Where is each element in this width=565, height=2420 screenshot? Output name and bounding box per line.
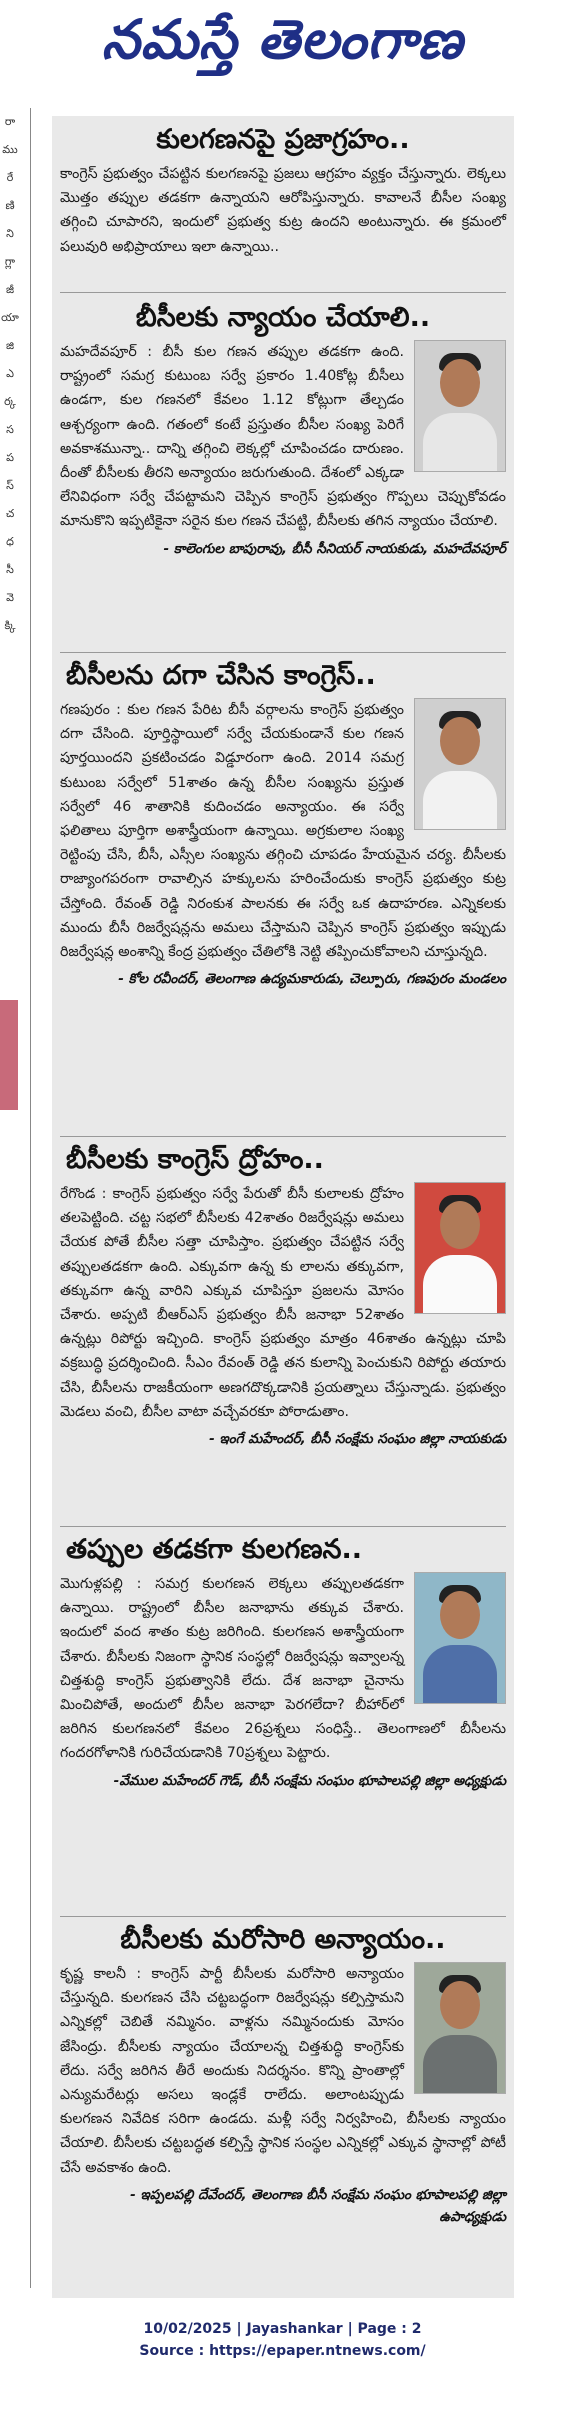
article-1 [60,300,506,560]
masthead [0,0,565,108]
edge-glyph: గ్లా [4,255,16,268]
footer-source: Source : https://epaper.ntnews.com/ [139,2343,426,2359]
article-5 [60,1922,506,2228]
article-3-body: రేగొండ : కాంగ్రెస్ ప్రభుత్వం సర్వే పేరుతో బీసీ కులాలకు ద్రోహం తలపెట్టింది. చట్ట సభలో బీసీలకు 42శాతం రిజర్వేషన్లు అమలు చేయక పోతే బీసీల సత్తా చూపిస్తాం. ప్రభుత్వం చేపట్టిన సర్వే తప్పులతడకగా ఉంది. ఎక్కువగా ఉన్న కు లాలను తక్కువగా, తక్కువగా ఉన్న వారిని ఎక్కువ చూపిస్తూ ప్రజలను మోసం చేశారు. అప్పటి బీఆర్ఎస్ ప్రభుత్వం బీసీ జనాభా 52శాతం ఉన్నట్లు రిపోర్టు ఇచ్చింది. కాంగ్రెస్ ప్రభుత్వం మాత్రం 46శాతం ఉన్నట్లు చూపి వక్రబుద్ధి ప్రదర్శించింది. సీఎం రేవంత్ రెడ్డి తన కులాన్ని పెంచుకుని రిపోర్టు తయారు చేసి, బీసీలను రాజకీయంగా అణగదొక్కడానికి ప్రయత్నాలు చేస్తున్నాడు. ప్రభుత్వం మెడలు వంచి, బీసీల వాటా వచ్చేవరకూ పోరాడుతాం. [60,1186,506,1420]
edge-glyph: రా [4,115,16,128]
edge-glyph: స [6,423,14,436]
edge-glyph: క్కి [4,619,16,632]
edge-glyph: వె [6,591,14,604]
newspaper-title: నమస్తే తెలంగాణ [101,8,464,71]
article-4-photo [414,1572,506,1704]
article-5-photo [414,1962,506,2094]
article-4-headline: తప్పుల తడకగా కులగణన.. [66,1534,362,1565]
intro-body: కాంగ్రెస్ ప్రభుత్వం చేపట్టిన కులగణనపై ప్రజలు ఆగ్రహం వ్యక్తం చేస్తున్నారు. లెక్కలు మొత్తం తప్పుల తడకగా ఉన్నాయని ఆరోపిస్తున్నారు. కావాలనే బీసీల సంఖ్య తగ్గించి చూపారని, ఇందులో ప్రభుత్వ కుట్ర ఉందని అంటున్నారు. ఈ క్రమంలో పలువురి అభిప్రాయాలు ఇలా ఉన్నాయి.. [60,166,506,255]
article-2-photo [414,698,506,830]
divider [60,1526,506,1527]
edge-glyph: సీ [6,563,14,576]
article-2-byline: - కోల రవీందర్, తెలంగాణ ఉద్యమకారుడు, చెల్పూరు, గణపురం మండలం [118,971,506,988]
divider [60,1136,506,1137]
article-4-byline: -వేముల మహేందర్ గౌడ్, బీసీ సంక్షేమ సంఘం భూపాలపల్లి జిల్లా అధ్యక్షుడు [113,1772,506,1789]
article-3-headline: బీసీలకు కాంగ్రెస్ ద్రోహం.. [66,1144,324,1175]
article-3 [60,1142,506,1450]
column-divider [30,108,31,2288]
edge-glyph: ధ [6,535,14,548]
article-1-byline: - కాలెంగుల బాపురావు, బీసీ సీనియర్ నాయకుడు, మహదేవపూర్ [163,540,506,557]
article-5-body: కృష్ణ కాలనీ : కాంగ్రెస్ పార్టీ బీసీలకు మరోసారి అన్యాయం చేస్తున్నది. కులగణన చేసి చట్టబద్ధంగా రిజర్వేషన్లు కల్పిస్తామని ఎన్నికల్లో చెబితే నమ్మినం. వాళ్లను నమ్మినందుకు మోసం జేసింద్రు. బీసీలకు న్యాయం చేయాలన్న చిత్తశుద్ధి కాంగ్రెస్‌కు లేదు. సర్వే జరిగిన తీరే అందుకు నిదర్శనం. కొన్ని ప్రాంతాల్లో ఎన్యుమరేటర్లు అసలు ఇండ్లకే రాలేదు. అలాంటప్పుడు కులగణన నివేదిక సరిగా ఉండదు. మళ్లీ సర్వే నిర్వహించి, బీసీలకు న్యాయం చేయాలి. బీసీలకు చట్టబద్ధత కల్పిస్తే స్థానిక సంస్థల ఎన్నికల్లో ఎక్కువ స్థానాల్లో పోటీ చేసే అవకాశం ఉంది. [60,1966,506,2176]
intro-article [60,122,506,259]
edge-glyph: ణి [5,199,15,212]
divider [60,292,506,293]
edge-glyph: ని [6,227,14,240]
edge-glyph: జి [5,339,15,352]
article-2-headline: బీసీలను దగా చేసిన కాంగ్రెస్.. [66,660,376,691]
intro-headline: కులగణనపై ప్రజాగ్రహం.. [156,124,410,155]
article-3-byline: - ఇంగే మహేందర్, బీసీ సంక్షేమ సంఘం జిల్లా నాయకుడు [209,1431,506,1448]
edge-glyph: చ [5,507,15,520]
edge-glyph: ర్క [4,395,16,408]
article-5-byline: - ఇప్పలపల్లి దేవేందర్, తెలంగాణ బీసీ సంక్షేమ సంఘం భూపాలపల్లి జిల్లా ఉపాధ్యక్షుడు [130,2186,506,2225]
edge-glyph: స్ [6,479,14,492]
article-1-headline: బీసీలకు న్యాయం చేయాలి.. [135,302,431,333]
divider [60,1916,506,1917]
edge-glyph: రే [6,171,14,184]
edge-glyph: ఎ [6,367,14,380]
edge-glyph: యా [1,311,19,324]
footer-dateline: 10/02/2025 | Jayashankar | Page : 2 [143,2321,422,2337]
edge-glyph: జీ [5,283,15,296]
page-footer [0,2318,565,2362]
divider [60,652,506,653]
edge-glyph: ప [6,451,14,464]
article-1-photo [414,340,506,472]
article-panel [52,116,514,2298]
article-4-body: మొగుళ్లపల్లి : సమగ్ర కులగణన లెక్కలు తప్పులతడకగా ఉన్నాయి. రాష్ట్రంలో బీసీల జనాభాను తక్కువ చేశారు. ఇందులో వంద శాతం కుట్ర జరిగింది. కులగణన అశాస్త్రీయంగా చేశారు. బీసీలకు నిజంగా స్థానిక సంస్థల్లో రిజర్వేషన్లు ఇవ్వాలన్న చిత్తశుద్ధి కాంగ్రెస్ ప్రభుత్వానికి లేదు. దేశ జనాభా చైనాను మించిపోతే, అందులో బీసీల జనాభా పెరగలేదా? బీహార్‌లో జరిగిన కులగణనలో కేవలం 26ప్రశ్నలు సంధిస్తే.. తెలంగాణలో బీసీలను గందరగోళానికి గురిచేయడానికి 70ప్రశ్నలు పెట్టారు. [60,1576,506,1762]
article-2-body: గణపురం : కుల గణన పేరిట బీసీ వర్గాలను కాంగ్రెస్ ప్రభుత్వం దగా చేసింది. పూర్తిస్థాయిలో సర్వే చేయకుండానే కుల గణన పూర్తయిందని ప్రకటించడం విడ్డూరంగా ఉంది. 2014 సమగ్ర కుటుంబ సర్వేలో 51శాతం ఉన్న బీసీల సంఖ్యను ప్రస్తుత సర్వేలో 46 శాతానికి కుదించడం అన్యాయం. ఈ సర్వే ఫలితాలు పూర్తిగా అశాస్త్రీయంగా ఉన్నాయి. అగ్రకులాల సంఖ్య రెట్టింపు చేసి, బీసీ, ఎస్సీల సంఖ్యను తగ్గించి చూపడం హేయమైన చర్య. బీసీలకు రాజ్యాంగపరంగా రావాల్సిన హక్కులను హరించేందుకు కాంగ్రెస్ ప్రభుత్వం కుట్ర చేస్తోంది. రేవంత్ రెడ్డి నిరంకుశ పాలనకు ఈ సర్వే ఒక ఉదాహరణ. ఎన్నికలకు ముందు బీసీ రిజర్వేషన్లను అమలు చేస్తామని చెప్పిన కాంగ్రెస్ ప్రభుత్వం ఇప్పుడు రిజర్వేషన్ల అంశాన్ని కేంద్ర ప్రభుత్వం చేతిలోకి నెట్టి తప్పించుకోవాలని చూస్తున్నది. [60,702,506,961]
article-2 [60,658,506,990]
article-3-photo [414,1182,506,1314]
article-1-body: మహదేవపూర్ : బీసీ కుల గణన తప్పుల తడకగా ఉంది. రాష్ట్రంలో సమగ్ర కుటుంబ సర్వే ప్రకారం 1.40కోట్ల బీసీలు ఉండగా, కుల గణనలో కేవలం 1.12 కోట్లుగా తేల్చడం ఆశ్చర్యంగా ఉంది. గతంలో కంటే ప్రస్తుతం బీసీల సంఖ్య పెరిగే అవకాశమున్నా.. దాన్ని తగ్గించి లెక్కల్లో చూపించడం దారుణం. దీంతో బీసీలకు తీరని అన్యాయం జరుగుతుంది. దేశంలో ఎక్కడా లేనివిధంగా సర్వే చేపట్టామని చెప్పిన కాంగ్రెస్ ప్రభుత్వం గొప్పలు చెప్పుకోవడం మానుకొని ఇప్పటికైనా సరైన కుల గణన చేపట్టి, బీసీలకు తగిన న్యాయం చేయాలి. [60,344,506,530]
edge-glyph: ము [2,143,18,156]
article-5-headline: బీసీలకు మరోసారి అన్యాయం.. [120,1924,446,1955]
article-4 [60,1532,506,1792]
adjacent-column-photo [0,1000,18,1110]
